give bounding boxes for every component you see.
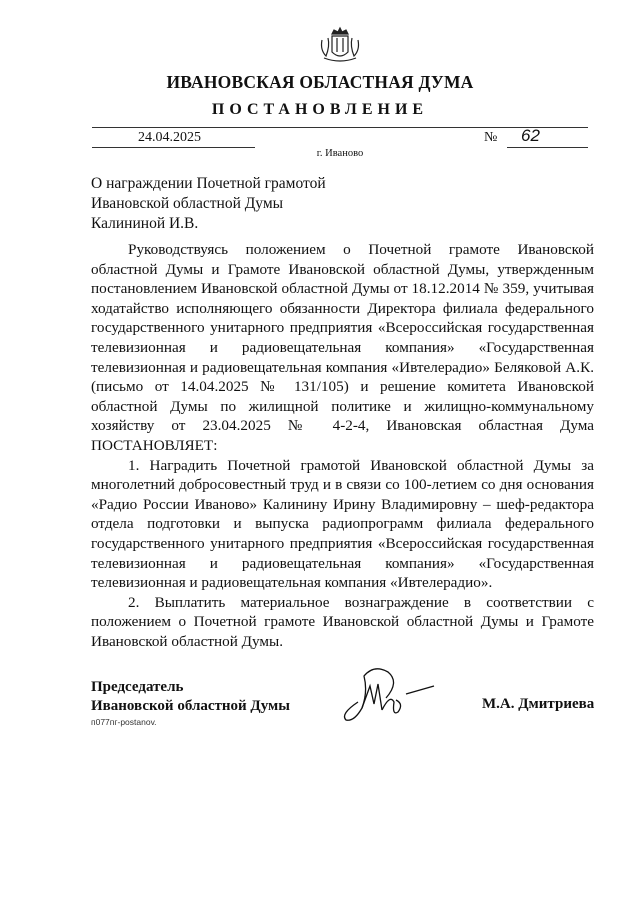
document-number: 62 xyxy=(507,126,588,148)
coat-of-arms-icon xyxy=(316,26,364,64)
subject-line: О награждении Почетной грамотой xyxy=(91,175,326,192)
organization-name: ИВАНОВСКАЯ ОБЛАСТНАЯ ДУМА xyxy=(166,72,474,92)
signatory-name: М.А. Дмитриева xyxy=(482,696,595,712)
subject-line: Ивановской областной Думы xyxy=(91,195,284,212)
signatory-title xyxy=(91,678,290,716)
file-reference: п077пг-postanov. xyxy=(91,717,157,727)
signatory-title-line: Ивановской областной Думы xyxy=(91,698,290,714)
document-date: 24.04.2025 xyxy=(92,130,255,148)
document-type: ПОСТАНОВЛЕНИЕ xyxy=(211,101,429,118)
preamble-paragraph: Руководствуясь положением о Почетной грамоте Ивановской областной Думы и Грамоте Ивановской областной Думы, утвержденным постановлением Ивановской областной Думы от 18.12.2014 № 359, учитывая ходатайство исполняющего обязанности Директора филиала федерального государственного унитарного предприятия «Всероссийская государственная телевизионная и радиовещательная компания» «Государственная телевизионная и радиовещательная компания «Ивтелерадио» Беляковой А.К. (письмо от 14.04.2025 № 131/105) и решение комитета Ивановской областной Думы по жилищной политике и жилищно-коммунальному хозяйству от 23.04.2025 № 4-2-4, Ивановская областная Дума ПОСТАНОВЛЯЕТ: xyxy=(91,241,594,454)
city: г. Иваново xyxy=(316,148,364,159)
signatory-title-line: Председатель xyxy=(91,679,184,695)
resolution-item-1: 1. Наградить Почетной грамотой Ивановской областной Думы за многолетний добросовестный труд и в связи со 100-летием со дня основания «Радио России Иваново» Калинину Ирину Владимировну – шеф-редактора отдела подготовки и выпуска радиопрограмм филиала федерального государственного унитарного предприятия «Всероссийская государственная телевизионная и радиовещательная компания» «Государственная телевизионная и радиовещательная компания «Ивтелерадио». xyxy=(91,456,594,592)
subject-line: Калининой И.В. xyxy=(91,215,199,232)
document-subject xyxy=(91,174,326,234)
document-body xyxy=(91,240,594,651)
signature-icon xyxy=(338,664,438,724)
resolution-item-2: 2. Выплатить материальное вознаграждение в соответствии с положением о Почетной грамоте Ивановской областной Думы и Грамоте Ивановской областной Думы. xyxy=(91,593,594,650)
number-label: № xyxy=(484,130,498,145)
